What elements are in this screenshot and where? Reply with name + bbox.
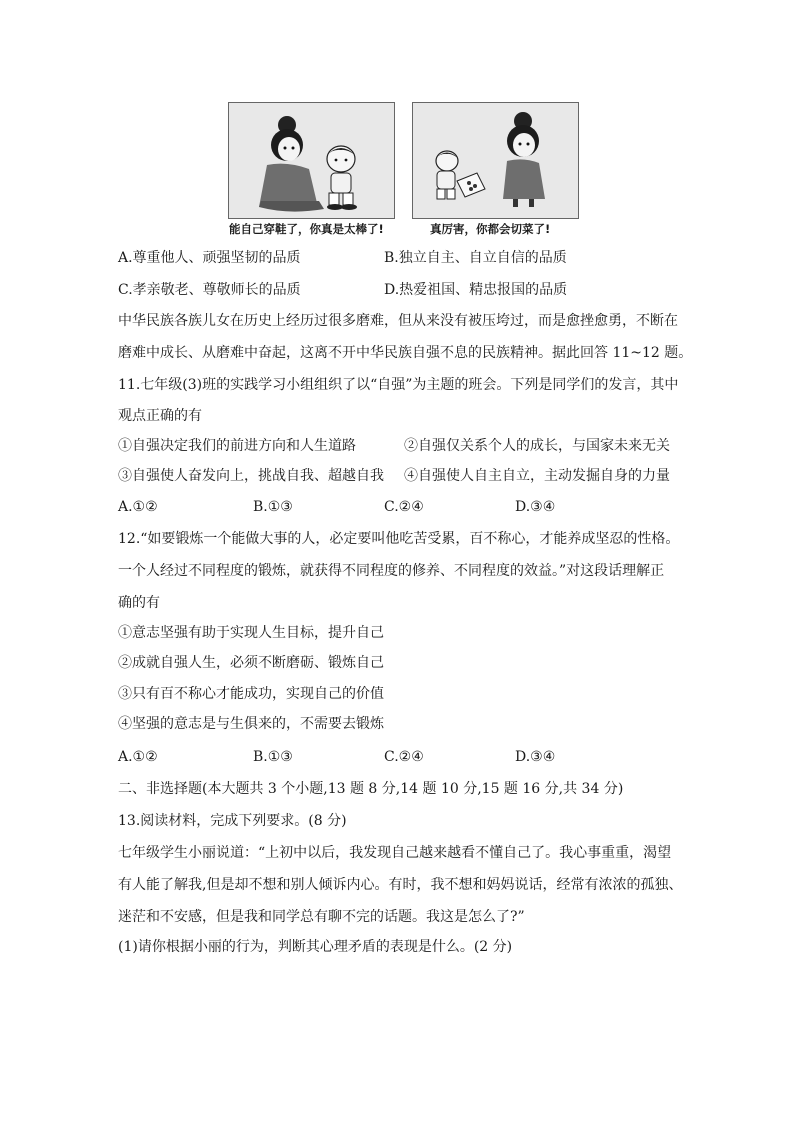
q11-statement-2: ②自强仅关系个人的成长，与国家未来无关 xyxy=(404,438,670,454)
q11-option-c: C.②④ xyxy=(384,499,424,515)
q12-option-c: C.②④ xyxy=(384,749,424,765)
q10-option-a: A.尊重他人、顽强坚韧的品质 xyxy=(118,250,301,266)
q13-material-line-2: 有人能了解我,但是却不想和别人倾诉内心。有时，我不想和妈妈说话，经常有浓浓的孤独、 xyxy=(118,877,683,893)
q12-statement-4: ④坚强的意志是与生俱来的，不需要去锻炼 xyxy=(118,716,384,732)
q10-option-b: B.独立自主、自立自信的品质 xyxy=(384,250,567,266)
q13-material-line-3: 迷茫和不安感，但是我和同学总有聊不完的话题。我这是怎么了?” xyxy=(118,909,525,925)
q13-stem: 13.阅读材料，完成下列要求。(8 分) xyxy=(118,813,347,829)
q12-option-a: A.①② xyxy=(118,749,158,765)
q11-statement-1: ①自强决定我们的前进方向和人生道路 xyxy=(118,438,356,454)
section-2-title: 二、非选择题(本大题共 3 个小题,13 题 8 分,14 题 10 分,15 题 16 分,共 34 分) xyxy=(118,781,624,797)
q12-stem-line-2: 一个人经过不同程度的锻炼，就获得不同程度的修养、不同程度的效益。”对这段话理解正 xyxy=(118,563,665,579)
q11-stem-line-2: 观点正确的有 xyxy=(118,408,202,424)
cartoon-illustration-1 xyxy=(229,103,394,218)
q11-option-b: B.①③ xyxy=(253,499,293,515)
q12-statement-3: ③只有百不称心才能成功，实现自己的价值 xyxy=(118,686,384,702)
cartoon-2-caption: 真厉害，你都会切菜了! xyxy=(430,222,551,236)
cartoon-mother-praising-child-cooking xyxy=(412,102,579,219)
q12-option-b: B.①③ xyxy=(253,749,293,765)
passage-line-1: 中华民族各族儿女在历史上经历过很多磨难，但从来没有被压垮过，而是愈挫愈勇，不断在 xyxy=(118,313,678,329)
q12-statement-2: ②成就自强人生，必须不断磨砺、锻炼自己 xyxy=(118,655,384,671)
q12-statement-1: ①意志坚强有助于实现人生目标，提升自己 xyxy=(118,625,384,641)
q11-option-a: A.①② xyxy=(118,499,158,515)
q11-statement-3: ③自强使人奋发向上，挑战自我、超越自我 xyxy=(118,468,384,484)
q13-subquestion-1: (1)请你根据小丽的行为，判断其心理矛盾的表现是什么。(2 分) xyxy=(118,939,513,955)
q13-material-line-1: 七年级学生小丽说道：“上初中以后，我发现自己越来越看不懂自己了。我心事重重，渴望 xyxy=(118,845,672,861)
cartoon-mother-praising-child-shoes xyxy=(228,102,395,219)
q11-statement-4: ④自强使人自主自立，主动发掘自身的力量 xyxy=(404,468,670,484)
cartoon-illustration-2 xyxy=(413,103,578,218)
q11-option-d: D.③④ xyxy=(515,499,556,515)
q10-option-c: C.孝亲敬老、尊敬师长的品质 xyxy=(118,282,301,298)
q11-stem-line-1: 11.七年级(3)班的实践学习小组组织了以“自强”为主题的班会。下列是同学们的发言，其中 xyxy=(118,377,679,393)
cartoon-1-caption: 能自己穿鞋了，你真是太棒了! xyxy=(229,222,384,236)
q10-option-d: D.热爱祖国、精忠报国的品质 xyxy=(384,282,568,298)
passage-line-2: 磨难中成长、从磨难中奋起，这离不开中华民族自强不息的民族精神。据此回答 11~12 题。 xyxy=(118,345,693,361)
q12-option-d: D.③④ xyxy=(515,749,556,765)
q12-stem-line-1: 12.“如要锻炼一个能做大事的人，必定要叫他吃苦受累，百不称心，才能养成坚忍的性格。 xyxy=(118,531,680,547)
q12-stem-line-3: 确的有 xyxy=(118,595,160,611)
